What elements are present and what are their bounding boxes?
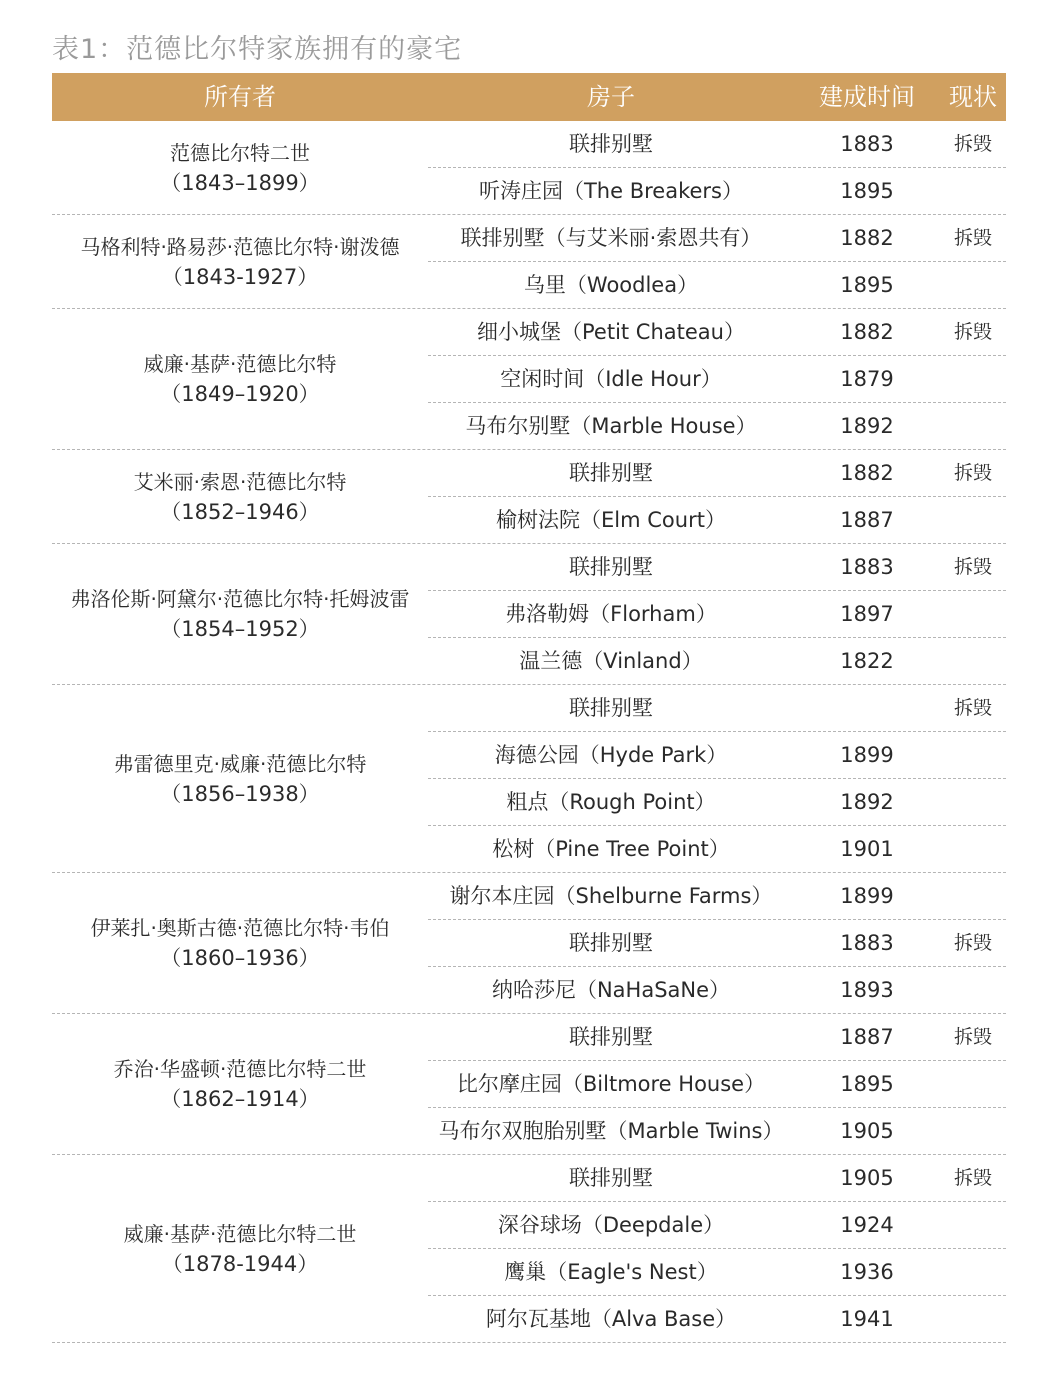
owner-group [52, 873, 1006, 1014]
table-row [428, 779, 1006, 826]
status-cell [940, 591, 1006, 638]
owner-lifespan: （1862–1914） [160, 1087, 320, 1111]
house-cell: 松树（Pine Tree Point） [492, 837, 730, 861]
table-row [428, 826, 1006, 873]
owner-group [52, 215, 1006, 309]
owner-group [52, 121, 1006, 215]
table-row [428, 356, 1006, 403]
owner-cell [52, 544, 428, 684]
owner-lifespan: （1854–1952） [160, 617, 320, 641]
table-row [428, 1014, 1006, 1061]
status-cell [940, 403, 1006, 450]
owner-name: 范德比尔特二世 [170, 140, 310, 165]
owner-group [52, 1014, 1006, 1155]
table-row [428, 403, 1006, 450]
status-cell [940, 967, 1006, 1014]
year-cell: 1882 [840, 320, 894, 344]
owner-name: 马格利特·路易莎·范德比尔特·谢泼德 [80, 234, 400, 259]
table-row [428, 920, 1006, 967]
owner-group [52, 544, 1006, 685]
owner-lifespan: （1852–1946） [160, 499, 320, 524]
status-cell [940, 168, 1006, 215]
status-cell: 拆毁 [953, 321, 992, 343]
owner-cell [52, 121, 428, 214]
table-row [428, 967, 1006, 1014]
table-row [428, 732, 1006, 779]
house-cell: 比尔摩庄园（Biltmore House） [456, 1072, 766, 1096]
owner-lifespan: （1843-1927） [161, 264, 319, 289]
status-cell [940, 1296, 1006, 1343]
status-cell [940, 1249, 1006, 1296]
house-cell: 听涛庄园（The Breakers） [478, 179, 743, 203]
year-cell: 1892 [840, 414, 894, 438]
owner-name: 弗洛伦斯·阿黛尔·范德比尔特·托姆波雷 [70, 587, 410, 611]
header-house: 房子 [587, 83, 635, 111]
owner-name: 威廉·基萨·范德比尔特 [143, 352, 337, 376]
table-header [52, 73, 1006, 121]
owner-name: 艾米丽·索恩·范德比尔特 [133, 469, 347, 494]
table-row [428, 685, 1006, 732]
status-cell: 拆毁 [953, 227, 992, 249]
house-cell: 联排别墅 [569, 461, 653, 485]
year-cell: 1895 [840, 1072, 894, 1096]
house-cell: 联排别墅 [569, 1166, 653, 1190]
table-row [428, 1296, 1006, 1343]
year-cell: 1882 [840, 226, 894, 250]
owner-lifespan: （1849–1920） [160, 382, 320, 406]
house-cell: 谢尔本庄园（Shelburne Farms） [449, 884, 773, 908]
table-row [428, 497, 1006, 544]
house-cell: 温兰德（Vinland） [519, 649, 703, 673]
year-cell: 1899 [840, 743, 894, 767]
status-cell: 拆毁 [953, 932, 992, 954]
status-cell: 拆毁 [953, 697, 992, 719]
owner-lifespan: （1878-1944） [161, 1251, 319, 1276]
table-row [428, 591, 1006, 638]
status-cell [940, 356, 1006, 403]
owner-lifespan: （1843–1899） [160, 170, 320, 195]
house-cell: 榆树法院（Elm Court） [496, 508, 726, 532]
year-cell: 1901 [840, 837, 894, 861]
table-row [428, 544, 1006, 591]
house-cell: 粗点（Rough Point） [506, 790, 716, 814]
header-year: 建成时间 [819, 83, 915, 111]
owner-cell [52, 450, 428, 543]
status-cell [940, 732, 1006, 779]
year-cell: 1941 [840, 1307, 894, 1331]
owner-cell [52, 873, 428, 1013]
status-cell [940, 1061, 1006, 1108]
house-cell: 联排别墅 [569, 555, 653, 579]
year-cell: 1893 [840, 978, 894, 1002]
status-cell: 拆毁 [953, 1167, 992, 1189]
house-cell: 乌里（Woodlea） [523, 273, 699, 297]
year-cell: 1883 [840, 555, 894, 579]
owner-cell [52, 685, 428, 872]
owner-name: 弗雷德里克·威廉·范德比尔特 [113, 751, 367, 776]
house-cell: 联排别墅 [569, 931, 653, 955]
year-cell: 1895 [840, 179, 894, 203]
status-cell: 拆毁 [953, 556, 992, 578]
house-cell: 联排别墅 [569, 132, 653, 156]
house-cell: 联排别墅 [569, 1025, 653, 1049]
status-cell [940, 638, 1006, 685]
year-cell: 1879 [840, 367, 894, 391]
year-cell: 1822 [840, 649, 894, 673]
owner-group [52, 450, 1006, 544]
owner-name: 乔治·华盛顿·范德比尔特二世 [113, 1057, 367, 1081]
owner-group [52, 1155, 1006, 1343]
header-status: 现状 [949, 83, 997, 111]
house-cell: 马布尔双胞胎别墅（Marble Twins） [438, 1119, 784, 1143]
year-cell: 1883 [840, 132, 894, 156]
table-row [428, 1249, 1006, 1296]
owner-cell [52, 1155, 428, 1342]
status-cell [940, 262, 1006, 309]
table-row [428, 309, 1006, 356]
house-cell: 纳哈莎尼（NaHaSaNe） [491, 978, 731, 1002]
status-cell [940, 873, 1006, 920]
house-cell: 空闲时间（Idle Hour） [500, 367, 722, 391]
house-cell: 马布尔别墅（Marble House） [465, 414, 757, 438]
house-cell: 联排别墅 [569, 696, 653, 720]
owner-group [52, 309, 1006, 450]
owner-name: 威廉·基萨·范德比尔特二世 [123, 1221, 357, 1246]
owner-name: 伊莱扎·奥斯古德·范德比尔特·韦伯 [90, 916, 390, 940]
table-row [428, 215, 1006, 262]
table-caption: 表1：范德比尔特家族拥有的豪宅 [52, 34, 463, 65]
owner-cell [52, 215, 428, 308]
house-cell: 深谷球场（Deepdale） [497, 1213, 725, 1237]
table-row [428, 1155, 1006, 1202]
year-cell: 1892 [840, 790, 894, 814]
table-row [428, 262, 1006, 309]
year-cell: 1905 [840, 1119, 894, 1143]
status-cell: 拆毁 [953, 133, 992, 155]
house-cell: 鹰巢（Eagle's Nest） [504, 1260, 718, 1284]
status-cell [940, 1108, 1006, 1155]
table-row [428, 121, 1006, 168]
house-cell: 弗洛勒姆（Florham） [505, 602, 717, 626]
status-cell: 拆毁 [953, 462, 992, 484]
house-cell: 海德公园（Hyde Park） [494, 743, 728, 767]
owner-cell [52, 309, 428, 449]
year-cell: 1924 [840, 1213, 894, 1237]
year-cell: 1882 [840, 461, 894, 485]
table-row [428, 1108, 1006, 1155]
status-cell: 拆毁 [953, 1026, 992, 1048]
table-row [428, 168, 1006, 215]
year-cell: 1936 [840, 1260, 894, 1284]
owner-lifespan: （1860–1936） [160, 946, 320, 970]
table-row [428, 873, 1006, 920]
year-cell: 1887 [840, 508, 894, 532]
year-cell: 1899 [840, 884, 894, 908]
year-cell: 1895 [840, 273, 894, 297]
table-row [428, 638, 1006, 685]
table-row [428, 1202, 1006, 1249]
status-cell [940, 1202, 1006, 1249]
owner-cell [52, 1014, 428, 1154]
status-cell [940, 826, 1006, 873]
owner-lifespan: （1856–1938） [160, 781, 320, 806]
owner-group [52, 685, 1006, 873]
house-cell: 阿尔瓦基地（Alva Base） [485, 1307, 737, 1331]
header-owner: 所有者 [204, 83, 276, 111]
status-cell [940, 779, 1006, 826]
year-cell [794, 685, 940, 732]
year-cell: 1887 [840, 1025, 894, 1049]
table-row [428, 450, 1006, 497]
status-cell [940, 497, 1006, 544]
year-cell: 1905 [840, 1166, 894, 1190]
house-cell: 联排别墅（与艾米丽·索恩共有） [460, 226, 762, 250]
year-cell: 1883 [840, 931, 894, 955]
table-row [428, 1061, 1006, 1108]
year-cell: 1897 [840, 602, 894, 626]
house-cell: 细小城堡（Petit Chateau） [477, 320, 745, 344]
